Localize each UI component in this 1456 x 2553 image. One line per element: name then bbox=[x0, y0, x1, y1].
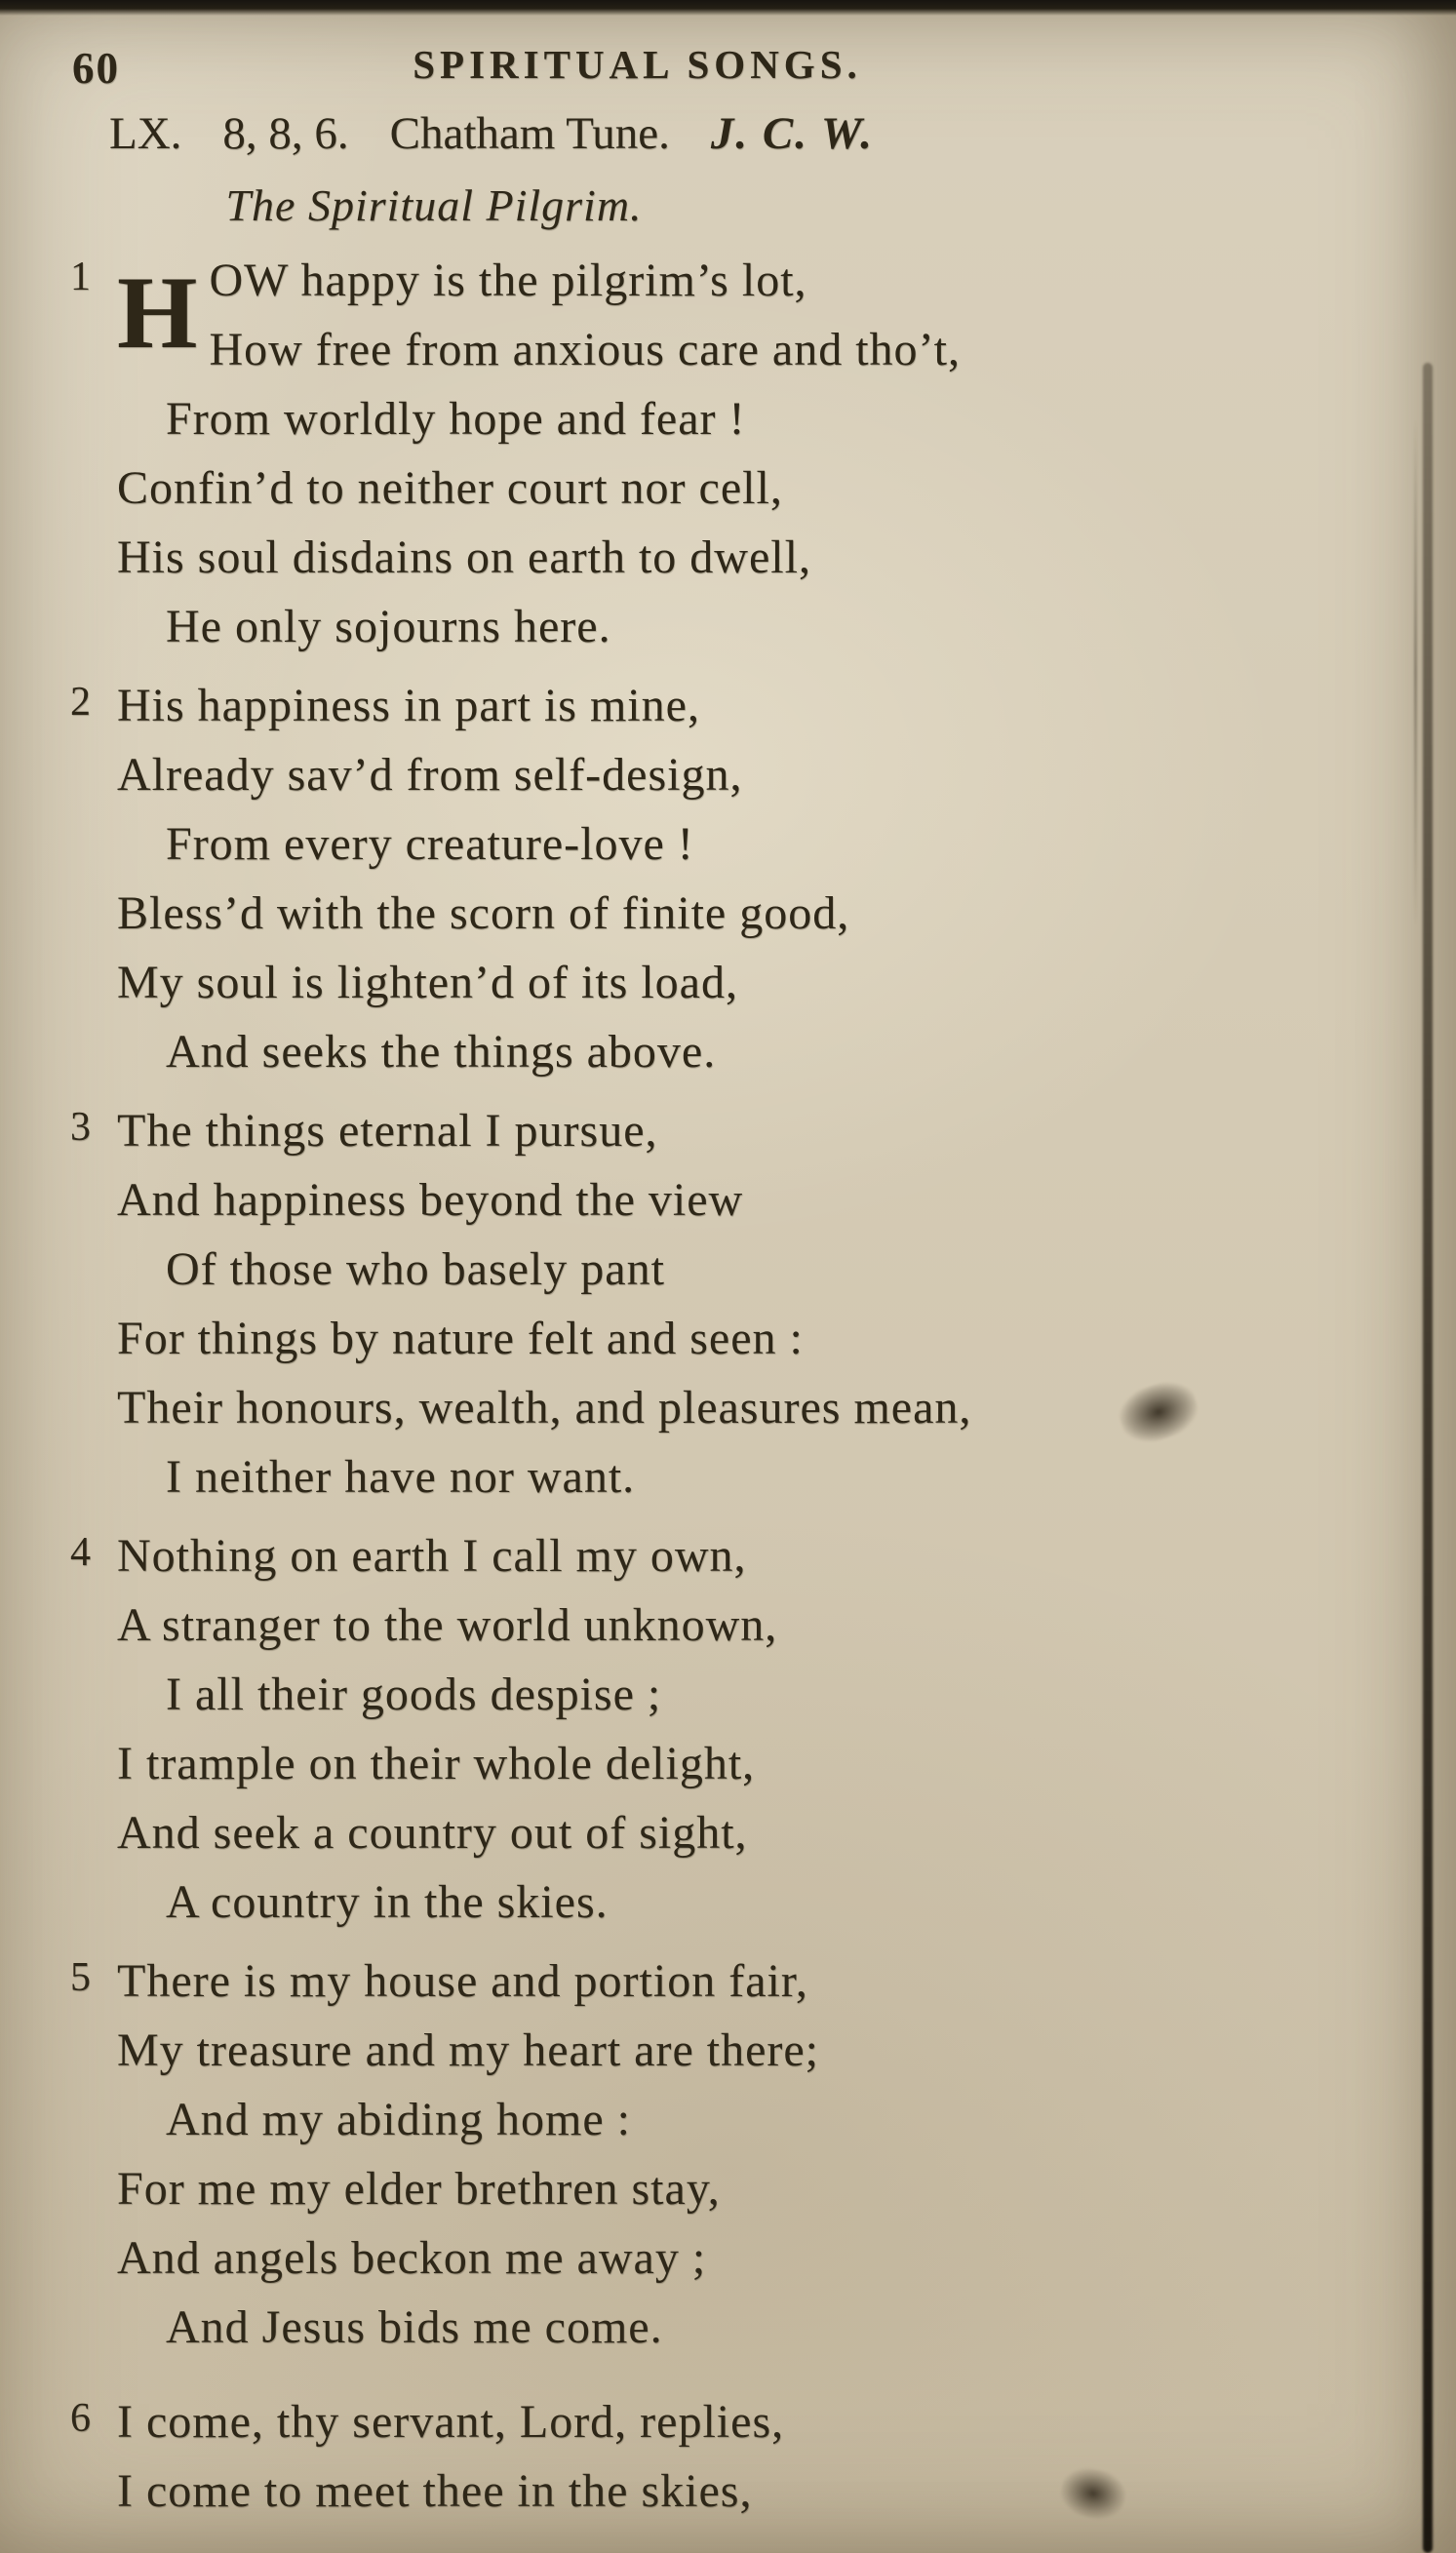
verse bbox=[70, 246, 1407, 661]
hymn-author: J. C. W. bbox=[710, 108, 874, 159]
verse-number: 4 bbox=[70, 1530, 91, 1575]
verse-line: And happiness beyond the view bbox=[117, 1174, 744, 1226]
verse-line: I neither have nor want. bbox=[166, 1451, 636, 1503]
verse-line: The things eternal I pursue, bbox=[117, 1105, 658, 1157]
verse-line: OW happy is the pilgrim’s lot, bbox=[209, 255, 807, 306]
verse-line: I come to meet thee in the skies, bbox=[117, 2465, 753, 2517]
hymn-number: LX. bbox=[109, 108, 182, 159]
verse-line: A country in the skies. bbox=[166, 1876, 609, 1928]
dropcap-lines bbox=[209, 246, 961, 384]
verse-number: 1 bbox=[70, 255, 91, 299]
verse-line: My soul is lighten’d of its load, bbox=[117, 957, 738, 1008]
verse-line: And my abiding home : bbox=[166, 2094, 631, 2145]
verse bbox=[70, 671, 1407, 1086]
verse-line: Of those who basely pant bbox=[166, 1243, 665, 1295]
hymn-meter: 8, 8, 6. bbox=[222, 108, 349, 159]
verse-line: There is my house and portion fair, bbox=[117, 1955, 808, 2007]
verse-line: From worldly hope and fear ! bbox=[166, 393, 746, 445]
verse-line: And seeks the things above. bbox=[166, 1026, 717, 1078]
verse-line: How free from anxious care and tho’t, bbox=[209, 324, 961, 375]
hymn-tune: Chatham Tune. bbox=[389, 108, 670, 159]
scan-top-edge bbox=[0, 0, 1456, 16]
verse-line: I all their goods despise ; bbox=[166, 1669, 662, 1720]
dropcap-row bbox=[117, 246, 1407, 384]
running-header: SPIRITUAL SONGS. bbox=[413, 42, 862, 87]
drop-cap: H bbox=[117, 255, 198, 370]
page-number: 60 bbox=[72, 44, 120, 93]
verse-number: 6 bbox=[70, 2396, 91, 2441]
verse-line: For things by nature felt and seen : bbox=[117, 1313, 804, 1364]
verse-line: I trample on their whole delight, bbox=[117, 1738, 756, 1789]
verse-line: His happiness in part is mine, bbox=[117, 680, 700, 731]
verse-line: Confin’d to neither court nor cell, bbox=[117, 462, 783, 514]
verses-container bbox=[70, 246, 1407, 2535]
book-gutter-shadow-faint bbox=[1414, 419, 1417, 926]
verse-number: 5 bbox=[70, 1955, 91, 2000]
verse-line: Their honours, wealth, and pleasures mean, bbox=[117, 1382, 972, 1434]
verse-line: Already sav’d from self-design, bbox=[117, 749, 743, 801]
verse-number: 3 bbox=[70, 1105, 91, 1150]
verse-line: From every creature-love ! bbox=[166, 818, 694, 870]
verse-line: I come, thy servant, Lord, replies, bbox=[117, 2396, 785, 2448]
verse-line: My treasure and my heart are there; bbox=[117, 2024, 820, 2076]
verse-number: 2 bbox=[70, 680, 91, 725]
verse-line: And Jesus bids me come. bbox=[166, 2301, 663, 2353]
page-header bbox=[72, 41, 1202, 99]
verse-line: Nothing on earth I call my own, bbox=[117, 1530, 747, 1582]
verse-line: He only sojourns here. bbox=[166, 601, 611, 652]
hymn-header bbox=[109, 107, 874, 160]
verse-line: His soul disdains on earth to dwell, bbox=[117, 531, 811, 583]
verse bbox=[70, 1521, 1407, 1937]
verse-line: And seek a country out of sight, bbox=[117, 1807, 748, 1859]
verse-line: And angels beckon me away ; bbox=[117, 2232, 707, 2284]
verse bbox=[70, 1096, 1407, 1512]
hymn-title: The Spiritual Pilgrim. bbox=[225, 180, 643, 230]
verse-line: For me my elder brethren stay, bbox=[117, 2163, 721, 2215]
book-gutter-shadow bbox=[1423, 363, 1433, 2553]
verse-line: Bless’d with the scorn of finite good, bbox=[117, 887, 850, 939]
verse-line: A stranger to the world unknown, bbox=[117, 1599, 778, 1651]
verse bbox=[70, 2387, 1407, 2526]
verse bbox=[70, 1946, 1407, 2362]
